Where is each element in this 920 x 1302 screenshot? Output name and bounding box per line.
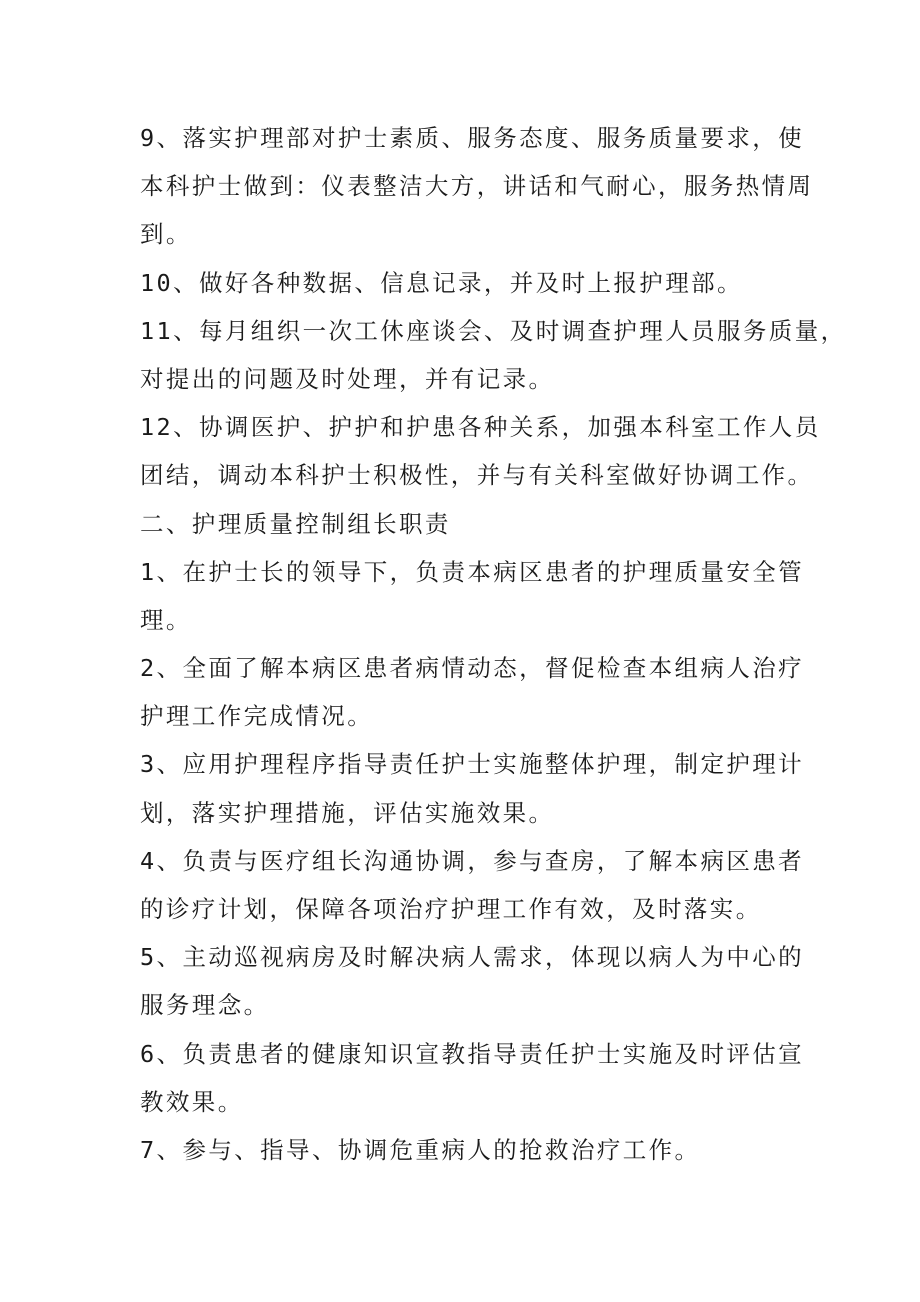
text-line: 护理工作完成情况。 [140,702,374,731]
text-line: 1、在护士长的领导下，负责本病区患者的护理质量安全管 [140,557,805,586]
text-line: 本科护士做到：仪表整洁大方，讲话和气耐心，服务热情周 [140,172,814,201]
text-line: 对提出的问题及时处理，并有记录。 [140,364,555,393]
text-line: 6、负责患者的健康知识宣教指导责任护士实施及时评估宣 [140,1039,805,1068]
text-line: 划，落实护理措施，评估实施效果。 [140,798,555,827]
section-heading: 二、护理质量控制组长职责 [140,509,451,538]
text-line: 3、应用护理程序指导责任护士实施整体护理，制定护理计 [140,750,805,779]
text-line: 2、全面了解本病区患者病情动态，督促检查本组病人治疗 [140,654,805,683]
text-line: 4、负责与医疗组长沟通协调，参与查房，了解本病区患者 [140,846,805,875]
text-line: 10、做好各种数据、信息记录，并及时上报护理部。 [140,268,743,297]
text-line: 12、协调医护、护护和护患各种关系，加强本科室工作人员 [140,413,821,442]
text-line: 5、主动巡视病房及时解决病人需求，体现以病人为中心的 [140,943,805,972]
text-line: 教效果。 [140,1087,244,1116]
text-line: 7、参与、指导、协调危重病人的抢救治疗工作。 [140,1135,701,1164]
document-body [140,114,847,1174]
text-line: 9、落实护理部对护士素质、服务态度、服务质量要求，使 [140,124,805,152]
text-line: 服务理念。 [140,991,270,1020]
text-line: 团结，调动本科护士积极性，并与有关科室做好协调工作。 [140,461,814,490]
text-line: 到。 [140,220,192,249]
text-line: 理。 [140,605,192,634]
text-line: 的诊疗计划，保障各项治疗护理工作有效，及时落实。 [140,895,762,923]
text-line: 11、每月组织一次工休座谈会、及时调查护理人员服务质量， [140,316,847,345]
